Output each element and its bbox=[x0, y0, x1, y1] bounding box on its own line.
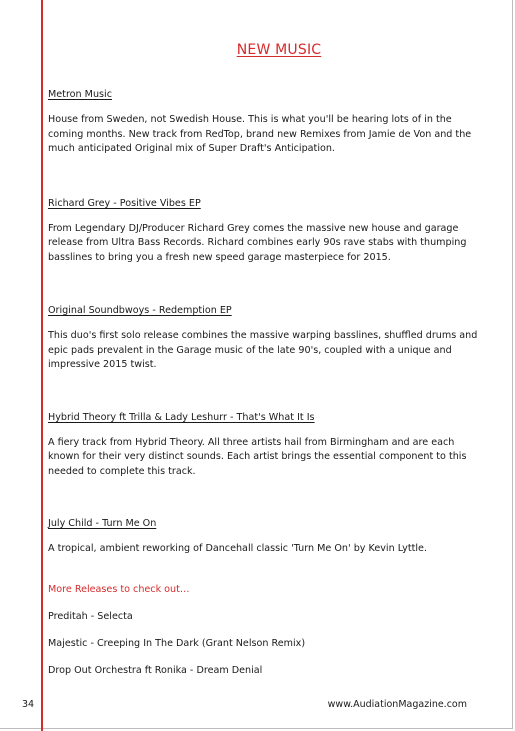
more-releases-heading: More Releases to check out… bbox=[48, 583, 190, 595]
article-hybrid-theory bbox=[48, 411, 488, 480]
article-title: Original Soundbwoys - Redemption EP bbox=[48, 305, 232, 316]
article-original-soundbwoys bbox=[48, 304, 488, 373]
article-body: A fiery track from Hybrid Theory. All three artists hail from Birmingham and are each known for their very distinct sounds. Each artist brings the essential component to this needed to complete this track. bbox=[48, 436, 467, 477]
page-title: NEW MUSIC bbox=[236, 42, 322, 58]
article-body: This duo's first solo release combines the massive warping basslines, shuffled drums and epic pads prevalent in the Garage music of the late 90's, coupled with a unique and impressive 2015 twist. bbox=[48, 330, 478, 370]
article-title: Richard Grey - Positive Vibes EP bbox=[48, 197, 201, 209]
release-item: Drop Out Orchestra ft Ronika - Dream Denial bbox=[48, 664, 263, 676]
margin-rule bbox=[41, 0, 43, 731]
release-item: Majestic - Creeping In The Dark (Grant Nelson Remix) bbox=[48, 637, 306, 649]
more-releases bbox=[48, 583, 488, 677]
article-title: July Child - Turn Me On bbox=[48, 518, 157, 529]
website-url: www.AudiationMagazine.com bbox=[327, 699, 467, 710]
article-metron-music bbox=[48, 88, 488, 157]
article-list bbox=[48, 88, 488, 677]
article-body: From Legendary DJ/Producer Richard Grey comes the massive new house and garage release from Ultra Bass Records. Richard combines early 90s rave stabs with thumping basslines to bring you a fresh new speed garage masterpiece for 2015. bbox=[48, 222, 467, 263]
article-richard-grey bbox=[48, 197, 488, 266]
release-item: Preditah - Selecta bbox=[48, 610, 133, 622]
article-body: House from Sweden, not Swedish House. This is what you'll be hearing lots of in the coming months. New track from RedTop, brand new Remixes from Jamie de Von and the much anticipated Original mix of Super Draft's Anticipation. bbox=[48, 114, 472, 154]
article-title: Hybrid Theory ft Trilla & Lady Leshurr - That's What It Is bbox=[48, 411, 315, 423]
article-july-child bbox=[48, 517, 488, 557]
article-title: Metron Music bbox=[48, 89, 112, 100]
article-body: A tropical, ambient reworking of Dancehall classic 'Turn Me On' by Kevin Lyttle. bbox=[48, 543, 427, 554]
page-number: 34 bbox=[22, 699, 35, 710]
